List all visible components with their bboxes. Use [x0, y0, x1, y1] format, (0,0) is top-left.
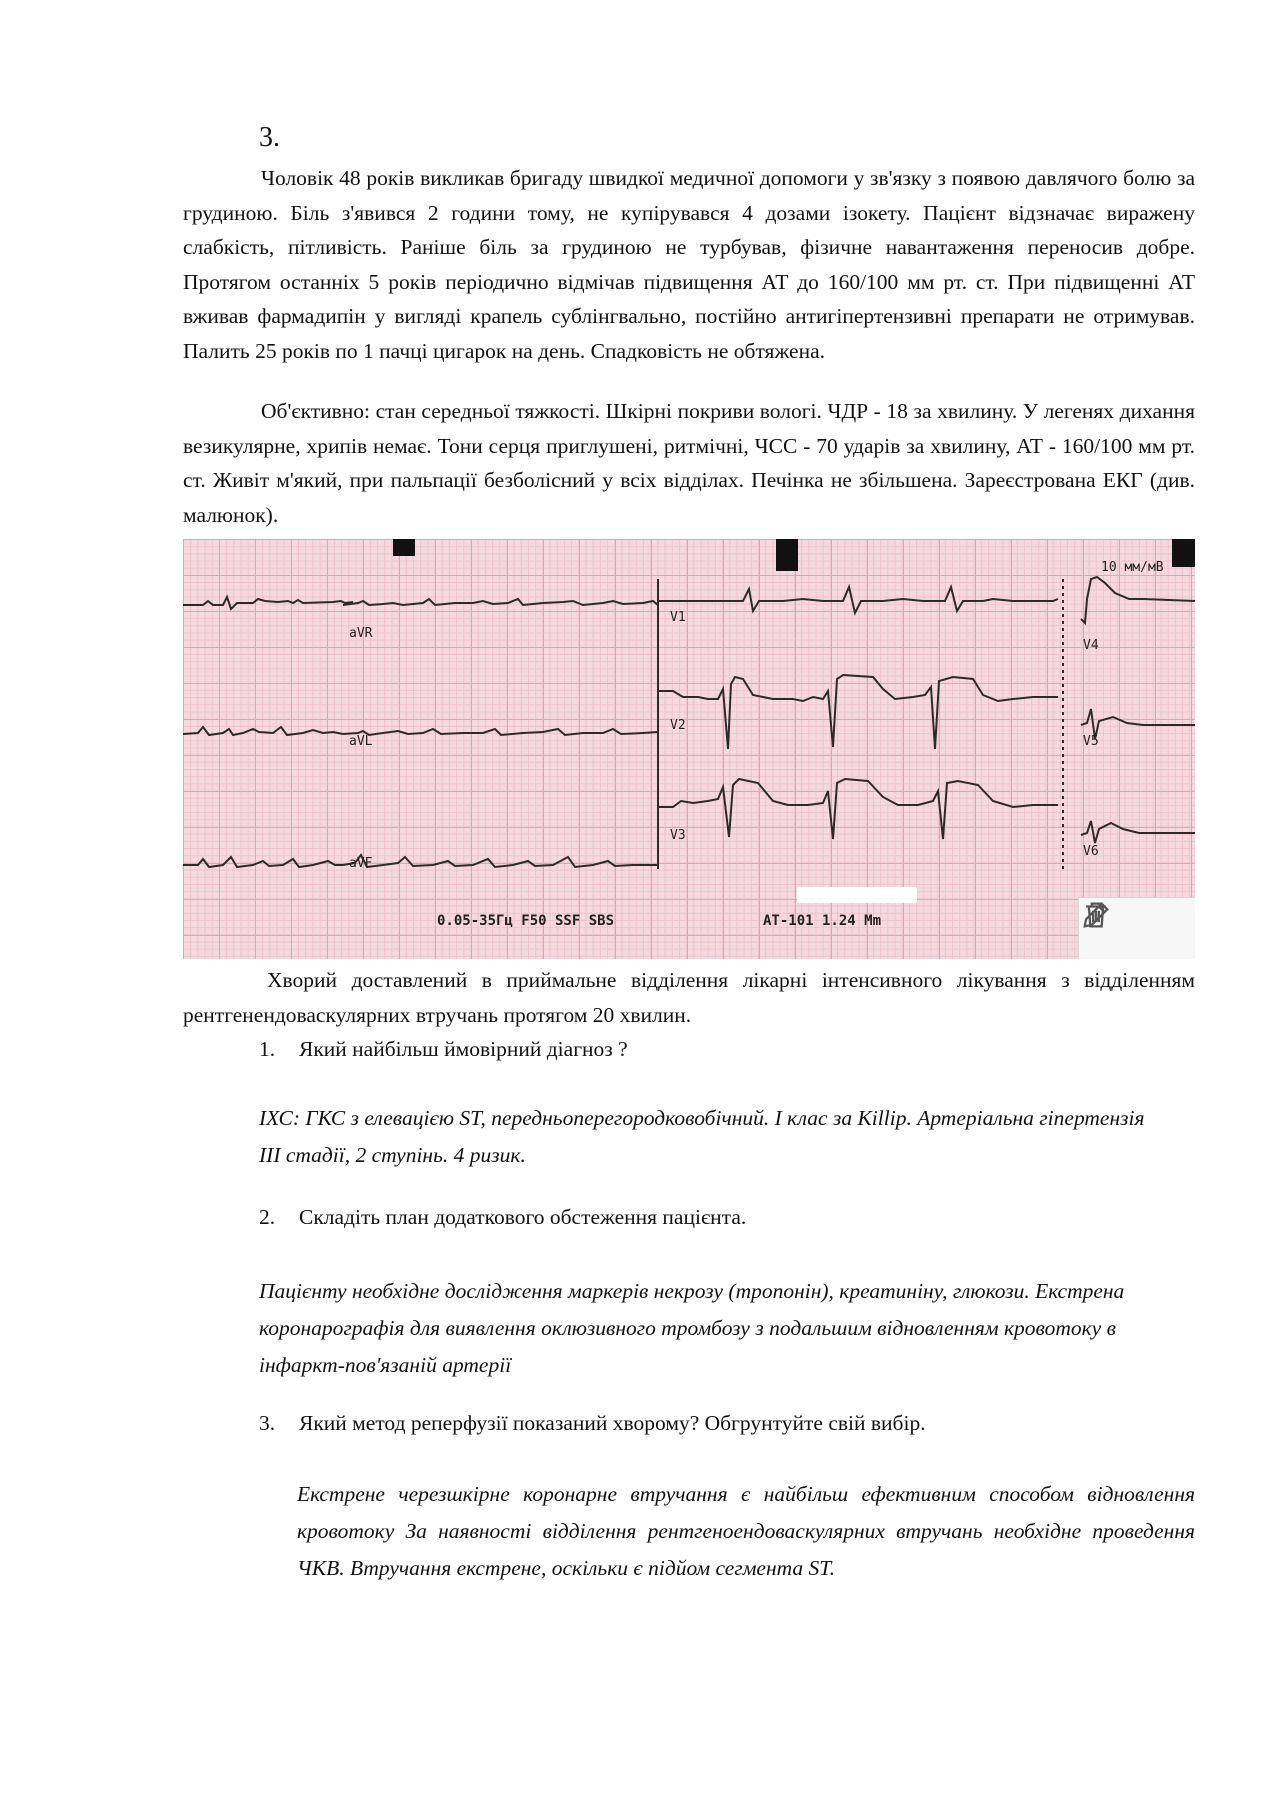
ecg-trace-V2	[658, 675, 1058, 749]
ecg-marker-tab	[393, 539, 415, 556]
question-number: 3.	[259, 1411, 276, 1435]
ecg-label-V3: V3	[670, 828, 686, 843]
ecg-trace-V6	[1081, 821, 1195, 843]
objective-exam-paragraph: Об'єктивно: стан середньої тяжкості. Шкірні покриви вологі. ЧДР - 18 за хвилину. У легенях дихання везикулярне, хрипів немає. Тони серця приглушені, ритмічні, ЧСС - 70 ударів за хвилину, АТ - 160/100 мм рт. ст. Живіт м'який, при пальпації безболісний у всіх відділах. Печінка не збільшена. Зареєстрована ЕКГ (див. малюнок).	[183, 399, 1195, 527]
ecg-marker-tab	[1172, 539, 1195, 567]
ecg-footer-right: AT-101 1.24 Mm	[763, 913, 882, 929]
ecg-trace-row1-aVR	[343, 599, 658, 605]
question-text: Складіть план додаткового обстеження пацієнта.	[299, 1205, 747, 1229]
question-text: Який метод реперфузії показаний хворому? Обгрунтуйте свій вибір.	[299, 1411, 926, 1435]
ecg-label-V6: V6	[1083, 844, 1099, 859]
ecg-label-aVL: aVL	[349, 734, 373, 749]
trash-icon[interactable]	[1079, 898, 1113, 932]
task-number: 3.	[259, 122, 280, 153]
ecg-trace-row2-aVL	[343, 729, 658, 735]
ecg-trace-row2-left	[183, 727, 343, 735]
ecg-trace-V3	[658, 779, 1058, 839]
ecg-marker-tab	[776, 539, 798, 571]
answer-2: Пацієнту необхідне дослідження маркерів некрозу (тропонін), креатиніну, глюкози. Екстрена коронарографія для виявлення оклюзивного тромбозу з подальшим відновленням кровотоку в інфаркт-пов'язаній артерії	[259, 1279, 1125, 1377]
transfer-paragraph: Хворий доставлений в приймальне відділення лікарні інтенсивного лікування з відділенням рентгенендоваскулярних втручань протягом 20 хвилин.	[183, 968, 1195, 1027]
question-2	[259, 1200, 746, 1234]
ecg-label-V5: V5	[1083, 734, 1099, 749]
question-3	[259, 1406, 926, 1440]
question-text: Який найбільш ймовірний діагноз ?	[299, 1037, 628, 1061]
ecg-label-V1: V1	[670, 610, 686, 625]
ecg-separators	[658, 579, 1063, 869]
ecg-trace-row1-left	[183, 597, 353, 609]
ecg-trace-row3-aVF	[343, 855, 658, 867]
ecg-label-aVR: aVR	[349, 626, 373, 641]
ecg-trace-V4	[1081, 577, 1195, 623]
ecg-scale-label: 10 мм/мВ	[1101, 560, 1164, 575]
question-number: 2.	[259, 1205, 276, 1229]
ecg-label-V2: V2	[670, 718, 686, 733]
ecg-traces	[183, 539, 1195, 959]
answer-3: Екстрене черезшкірне коронарне втручання є найбільш ефективним способом відновлення кровотоку За наявності відділення рентгеноендоваскулярних втручань необхідне проведення ЧКВ. Втручання екстрене, оскільки є підйом сегмента ST.	[297, 1482, 1195, 1580]
ecg-label-V4: V4	[1083, 638, 1099, 653]
case-history-paragraph: Чоловік 48 років викликав бригаду швидкої медичної допомоги у зв'язку з появою давлячого болю за грудиною. Біль з'явився 2 години тому, не купірувався 4 дозами ізокету. Пацієнт відзначає виражену слабкість, пітливість. Раніше біль за грудиною не турбував, фізичне навантаження переносив добре. Протягом останніх 5 років періодично відмічав підвищення АТ до 160/100 мм рт. ст. При підвищенні АТ вживав фармадипін у вигляді крапель сублінгвально, постійно антигіпертензивні препарати не отримував. Палить 25 років по 1 пачці цигарок на день. Спадковість не обтяжена.	[183, 166, 1195, 363]
image-tools-panel	[1078, 897, 1195, 959]
ecg-redaction-bar	[797, 887, 917, 903]
question-number: 1.	[259, 1037, 276, 1061]
answer-1: ІХС: ГКС з елевацією ST, передньоперегородковобічний. І клас за Killip. Артеріальна гіпертензія ІІІ стадії, 2 ступінь. 4 ризик.	[259, 1106, 1145, 1167]
ecg-label-aVF: aVF	[349, 856, 373, 871]
ecg-trace-row3-left	[183, 857, 343, 867]
ecg-image	[183, 539, 1195, 959]
ecg-footer-left: 0.05-35Гц F50 SSF SBS	[437, 913, 615, 929]
ecg-lead-traces	[183, 577, 1195, 867]
ecg-footer	[437, 913, 881, 929]
question-1	[259, 1032, 628, 1066]
ecg-trace-V1	[658, 587, 1058, 613]
